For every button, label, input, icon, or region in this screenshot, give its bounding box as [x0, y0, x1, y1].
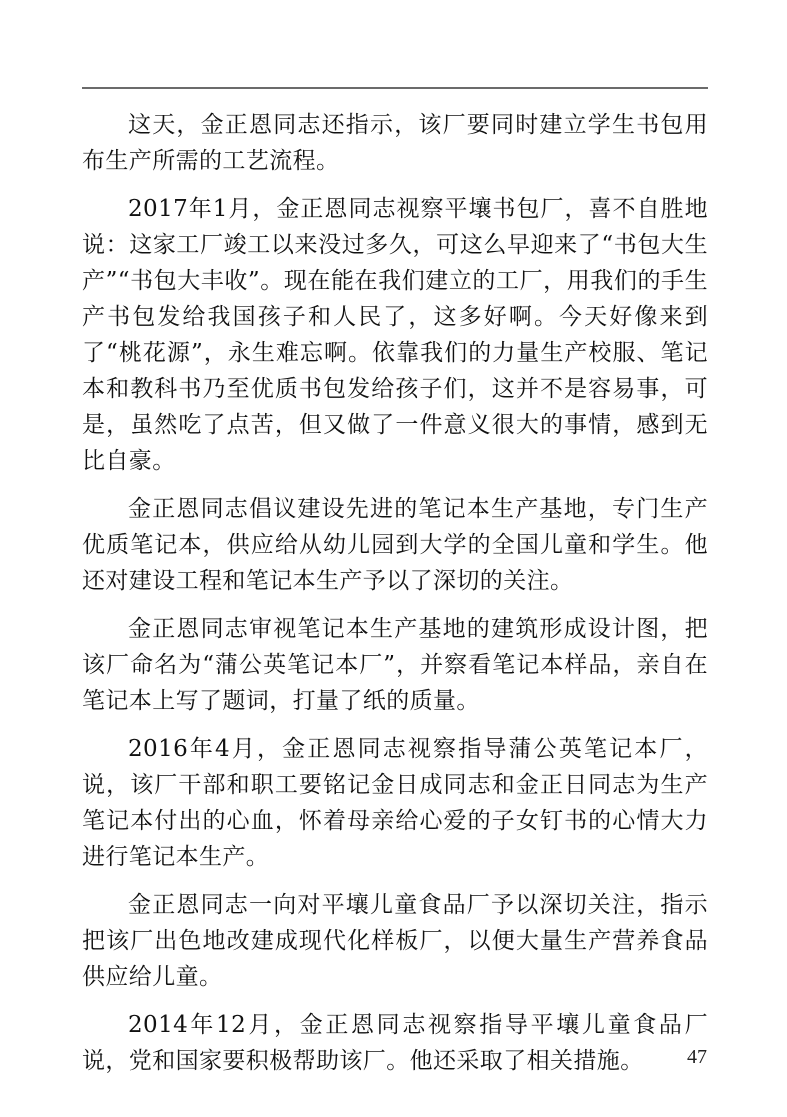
paragraph: 2014年12月，金正恩同志视察指导平壤儿童食品厂说，党和国家要积极帮助该厂。他还采取了相关措施。	[82, 1012, 708, 1074]
page-number: 47	[687, 1046, 707, 1068]
paragraph: 金正恩同志审视笔记本生产基地的建筑形成设计图，把该厂命名为“蒲公英笔记本厂”，并察看笔记本样品，亲自在笔记本上写了题词，打量了纸的质量。	[82, 616, 708, 714]
paragraph: 2016年4月，金正恩同志视察指导蒲公英笔记本厂，说，该厂干部和职工要铭记金日成同志和金正日同志为生产笔记本付出的心血，怀着母亲给心爱的子女钉书的心情大力进行笔记本生产。	[82, 736, 708, 870]
paragraph: 金正恩同志倡议建设先进的笔记本生产基地，专门生产优质笔记本，供应给从幼儿园到大学的全国儿童和学生。他还对建设工程和笔记本生产予以了深切的关注。	[82, 496, 708, 594]
paragraph: 2017年1月，金正恩同志视察平壤书包厂，喜不自胜地说：这家工厂竣工以来没过多久，可这么早迎来了“书包大生产”“书包大丰收”。现在能在我们建立的工厂，用我们的手生产书包发给我国孩子和人民了，这多好啊。今天好像来到了“桃花源”，永生难忘啊。依靠我们的力量生产校服、笔记本和教科书乃至优质书包发给孩子们，这并不是容易事，可是，虽然吃了点苦，但又做了一件意义很大的事情，感到无比自豪。	[82, 196, 708, 474]
paragraph: 金正恩同志一向对平壤儿童食品厂予以深切关注，指示把该厂出色地改建成现代化样板厂，以便大量生产营养食品供应给儿童。	[82, 892, 708, 990]
page-body	[82, 107, 708, 1091]
header-rule	[82, 87, 708, 89]
paragraph: 这天，金正恩同志还指示，该厂要同时建立学生书包用布生产所需的工艺流程。	[82, 112, 708, 174]
